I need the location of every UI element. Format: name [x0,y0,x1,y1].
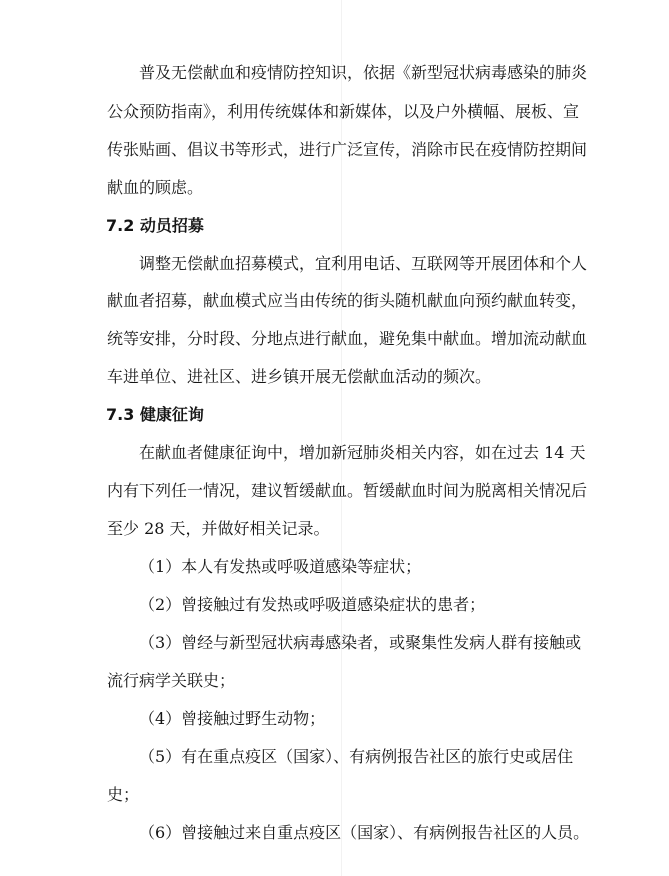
condition-item-3: （3）曾经与新型冠状病毒感染者，或聚集性发病人群有接触或 [139,633,582,652]
intro-line-1: 普及无偿献血和疫情防控知识，依据《新型冠状病毒感染的肺炎 [139,63,588,82]
recruit-line-1: 调整无偿献血招募模式，宜利用电话、互联网等开展团体和个人 [139,254,588,273]
scan-fold-line [341,0,342,876]
condition-item-5: （5）有在重点疫区（国家）、有病例报告社区的旅行史或居住 [139,747,574,766]
intro-line-3: 传张贴画、倡议书等形式，进行广泛宣传，消除市民在疫情防控期间 [107,140,588,159]
condition-item-1: （1）本人有发热或呼吸道感染等症状； [139,557,422,576]
condition-item-4: （4）曾接触过野生动物； [139,709,326,728]
recruit-line-2: 献血者招募，献血模式应当由传统的街头随机献血向预约献血转变， [107,291,588,310]
health-line-3: 至少 28 天，并做好相关记录。 [107,519,330,538]
section-heading-7-2: 7.2 动员招募 [106,216,204,235]
condition-item-2: （2）曾接触过有发热或呼吸道感染症状的患者； [139,595,486,614]
section-heading-7-3: 7.3 健康征询 [106,405,204,424]
recruit-line-3: 统等安排，分时段、分地点进行献血，避免集中献血。增加流动献血 [107,329,588,348]
intro-line-2: 公众预防指南》，利用传统媒体和新媒体，以及户外横幅、展板、宣 [107,102,580,121]
health-line-2: 内有下列任一情况，建议暂缓献血。暂缓献血时间为脱离相关情况后 [107,481,588,500]
condition-item-6: （6）曾接触过来自重点疫区（国家）、有病例报告社区的人员。 [139,823,590,842]
condition-item-3-cont: 流行病学关联史； [107,671,236,690]
health-line-1: 在献血者健康征询中，增加新冠肺炎相关内容，如在过去 14 天 [139,443,586,462]
recruit-line-4: 车进单位、进社区、进乡镇开展无偿献血活动的频次。 [107,367,492,386]
intro-line-4: 献血的顾虑。 [107,178,204,197]
condition-item-5-cont: 史； [107,785,140,804]
